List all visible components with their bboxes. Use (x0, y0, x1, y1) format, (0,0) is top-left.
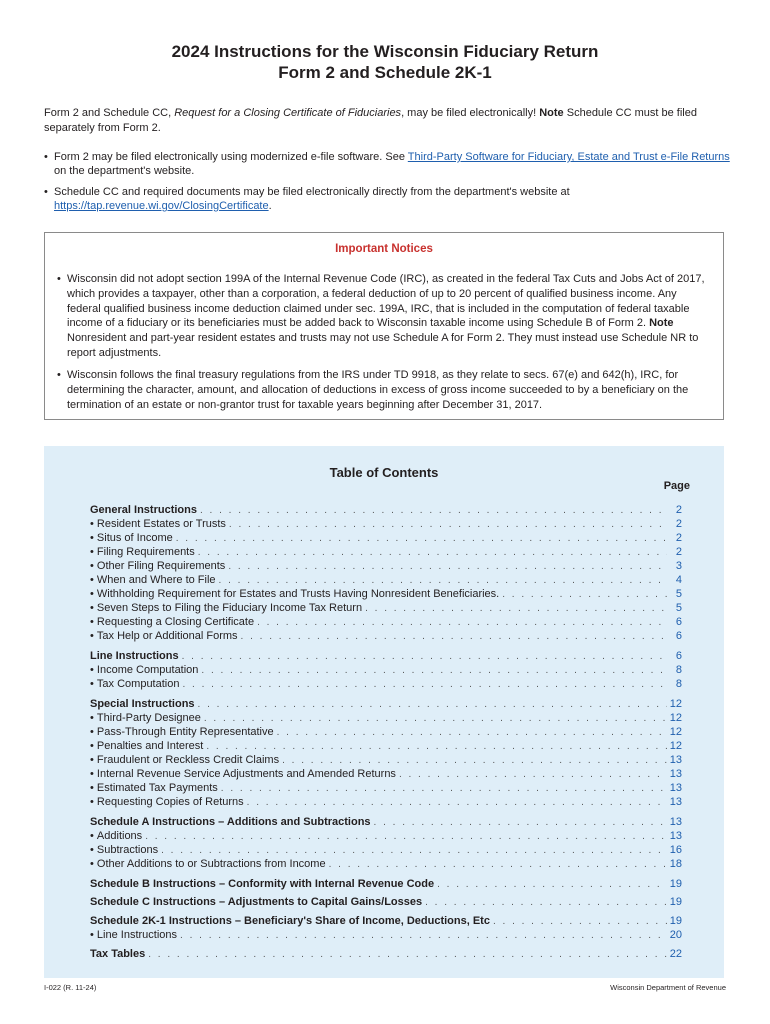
document-title: 2024 Instructions for the Wisconsin Fiduciary Return (171, 42, 599, 61)
toc-entry[interactable] (90, 615, 682, 629)
toc-entry[interactable] (90, 829, 682, 843)
schedule-cc-bullet-tail: . (268, 200, 272, 212)
toc-entry-page[interactable]: 12 (669, 726, 682, 738)
toc-entry-label: • Requesting Copies of Returns (90, 795, 244, 809)
toc-entry[interactable] (90, 573, 682, 587)
toc-entry-page[interactable]: 12 (669, 740, 682, 752)
agency-name: Wisconsin Department of Revenue (610, 983, 726, 992)
toc-entry-label: • Seven Steps to Filing the Fiduciary Income Tax Return (90, 601, 362, 615)
toc-entry[interactable] (90, 629, 682, 643)
toc-entry-label: • Income Computation (90, 663, 198, 677)
toc-entry[interactable] (90, 739, 682, 753)
notice-td9918-text: Wisconsin follows the final treasury regulations from the IRS under TD 9918, as they relate to secs. 67(e) and 642(h), IRC, for determining the character, amount, and allocation of deductions in excess of gross income succeeded to by a beneficiary on the termination of an estate or non-grantor trust for taxable years beginning after December 31, 2017. (67, 369, 689, 411)
efile-bullet (44, 150, 730, 178)
toc-entry-page[interactable]: 2 (675, 546, 682, 558)
toc-entry[interactable] (90, 857, 682, 871)
toc-entry-page[interactable]: 13 (669, 754, 682, 766)
toc-entry-page[interactable]: 2 (675, 504, 682, 516)
bullet-dot: • (44, 151, 48, 163)
bullet-dot: • (57, 369, 61, 381)
toc-entry-label: • Situs of Income (90, 531, 173, 545)
bullet-dot: • (57, 273, 61, 285)
toc-entry-label: • Penalties and Interest (90, 739, 203, 753)
toc-entry[interactable] (90, 711, 682, 725)
intro-text-c: Schedule CC must be filed separately from Form 2. (44, 107, 697, 134)
schedule-cc-bullet-text: Schedule CC and required documents may be filed electronically directly from the department's website at (54, 186, 570, 198)
efile-bullet-tail: on the department's website. (54, 165, 195, 177)
efile-bullet-text: Form 2 may be filed electronically using modernized e-file software. See (54, 151, 408, 163)
intro-note-label: Note (539, 107, 564, 119)
toc-entry[interactable] (90, 677, 682, 691)
toc-entry[interactable] (90, 531, 682, 545)
table-of-contents (44, 446, 724, 978)
toc-entry-label: Schedule 2K-1 Instructions – Beneficiary's Share of Income, Deductions, Etc (90, 915, 490, 927)
toc-entry-page[interactable]: 13 (669, 782, 682, 794)
toc-entry-label: Schedule A Instructions – Additions and Subtractions (90, 816, 371, 828)
toc-entry-label: • Other Additions to or Subtractions from Income (90, 857, 326, 871)
bullet-dot: • (44, 186, 48, 198)
toc-entry-label: • When and Where to File (90, 573, 216, 587)
toc-entry[interactable] (90, 767, 682, 781)
toc-entry[interactable] (90, 895, 682, 909)
form-id: I-022 (R. 11-24) (44, 983, 97, 992)
toc-entry-label: • Other Filing Requirements (90, 559, 225, 573)
important-notices-title: Important Notices (335, 243, 433, 255)
toc-entry-page[interactable]: 19 (669, 878, 682, 890)
intro-text-b: , may be filed electronically! (401, 107, 540, 119)
toc-entry[interactable] (90, 559, 682, 573)
toc-entry-page[interactable]: 13 (669, 768, 682, 780)
notice-199a (57, 272, 713, 361)
toc-entry-page[interactable]: 13 (669, 830, 682, 842)
toc-entry[interactable] (90, 503, 682, 517)
toc-entry[interactable] (90, 517, 682, 531)
toc-entry-label: Special Instructions (90, 698, 195, 710)
toc-entry[interactable] (90, 725, 682, 739)
toc-entry-page[interactable]: 8 (675, 664, 682, 676)
toc-entry-page[interactable]: 18 (669, 858, 682, 870)
toc-entry-label: Tax Tables (90, 948, 146, 960)
toc-entry[interactable] (90, 795, 682, 809)
toc-entry-label: General Instructions (90, 504, 197, 516)
toc-entry-label: • Line Instructions (90, 928, 177, 942)
toc-title: Table of Contents (329, 465, 439, 480)
toc-entry[interactable] (90, 663, 682, 677)
toc-entry[interactable] (90, 545, 682, 559)
toc-entry-label: • Fraudulent or Reckless Credit Claims (90, 753, 279, 767)
toc-entry-page[interactable]: 5 (675, 602, 682, 614)
toc-entry-page[interactable]: 12 (669, 698, 682, 710)
toc-entry-page[interactable]: 6 (675, 650, 682, 662)
toc-entry-page[interactable]: 8 (675, 678, 682, 690)
toc-entry-label: Schedule B Instructions – Conformity with Internal Revenue Code (90, 878, 435, 890)
toc-entry[interactable] (90, 815, 682, 829)
toc-entry-label: • Resident Estates or Trusts (90, 517, 226, 531)
toc-entry-page[interactable]: 3 (675, 560, 682, 572)
toc-entry-label: • Requesting a Closing Certificate (90, 615, 254, 629)
toc-entry-page[interactable]: 2 (675, 532, 682, 544)
toc-entry-label: • Estimated Tax Payments (90, 781, 218, 795)
toc-entry[interactable] (90, 601, 682, 615)
toc-entry[interactable] (90, 928, 682, 942)
toc-entry-label: • Third-Party Designee (90, 711, 201, 725)
toc-entry[interactable] (90, 781, 682, 795)
toc-entry-page[interactable]: 19 (669, 896, 682, 908)
toc-entry-page[interactable]: 13 (669, 796, 682, 808)
toc-entry-page[interactable]: 12 (669, 712, 682, 724)
toc-entry-page[interactable]: 19 (669, 915, 682, 927)
toc-entry-page[interactable]: 13 (669, 816, 682, 828)
toc-entry-page[interactable]: 5 (675, 588, 682, 600)
toc-entry-page[interactable]: 22 (669, 948, 682, 960)
schedule-cc-bullet (44, 185, 730, 213)
third-party-software-link[interactable]: Third-Party Software for Fiduciary, Estate and Trust e-File Returns (407, 151, 730, 163)
toc-entry-label: • Tax Computation (90, 677, 179, 691)
toc-entry-label: • Additions (90, 829, 142, 843)
toc-entry[interactable] (90, 843, 682, 857)
toc-entry-page[interactable]: 4 (675, 574, 682, 586)
toc-entry[interactable] (90, 877, 682, 891)
toc-entry[interactable] (90, 947, 682, 961)
notice-199a-note-label: Note (649, 317, 674, 330)
intro-text-a: Form 2 and Schedule CC, (44, 107, 175, 119)
toc-entry-page[interactable]: 6 (675, 616, 682, 628)
notice-199a-tail: Nonresident and part-year resident estates and trusts may not use Schedule A for Form 2. They must instead use Schedule NR to report adjustments. (67, 332, 699, 359)
important-notices-box (44, 232, 724, 420)
toc-entry[interactable] (90, 697, 682, 711)
notice-199a-text: Wisconsin did not adopt section 199A of the Internal Revenue Code (IRC), as created in the federal Tax Cuts and Jobs Act of 2017, which provides a taxpayer, other than a corporation, a federal deduction of up to 20 percent of qualified business income. Any federal qualified business income deduction claimed under sec. 199A, IRC, that is included in the computation of federal taxable income of a fiduciary or its beneficiaries must be added back to Wisconsin taxable income using Schedule B of Form 2. (67, 273, 705, 330)
toc-entry-label: • Tax Help or Additional Forms (90, 629, 238, 643)
toc-entry-label: • Internal Revenue Service Adjustments and Amended Returns (90, 767, 396, 781)
intro-paragraph (44, 106, 730, 136)
toc-entry-page[interactable]: 2 (675, 518, 682, 530)
toc-entry-label: • Filing Requirements (90, 545, 195, 559)
toc-entry[interactable] (90, 753, 682, 767)
toc-entry-label: Schedule C Instructions – Adjustments to Capital Gains/Losses (90, 896, 423, 908)
toc-entry-label: • Pass-Through Entity Representative (90, 725, 274, 739)
toc-entry[interactable] (90, 587, 682, 601)
toc-entry-label: Line Instructions (90, 650, 179, 662)
document-subtitle: Form 2 and Schedule 2K-1 (278, 63, 492, 82)
toc-entry-label: • Withholding Requirement for Estates and Trusts Having Nonresident Beneficiaries. (90, 587, 499, 601)
notice-td9918 (57, 368, 713, 412)
closing-certificate-link[interactable]: https://tap.revenue.wi.gov/ClosingCertificate (54, 200, 269, 212)
toc-entry-label: • Subtractions (90, 843, 158, 857)
toc-entry[interactable] (90, 649, 682, 663)
toc-entry-page[interactable]: 6 (675, 630, 682, 642)
toc-entry-page[interactable]: 20 (669, 929, 682, 941)
toc-page-header: Page (663, 480, 690, 492)
toc-entry[interactable] (90, 914, 682, 928)
toc-entry-page[interactable]: 16 (669, 844, 682, 856)
intro-italic-title: Request for a Closing Certificate of Fiduciaries (174, 107, 402, 119)
